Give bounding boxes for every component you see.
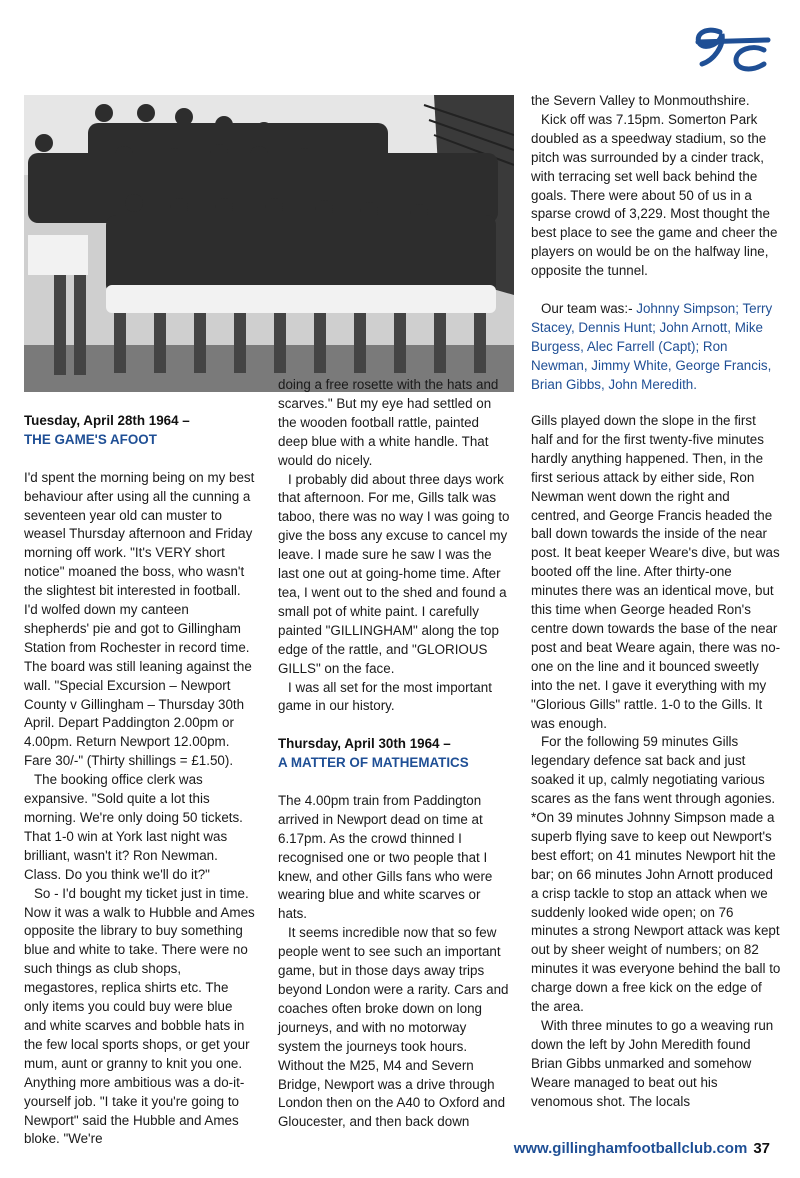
team-photo-image	[24, 95, 514, 392]
article-column-3-top	[531, 92, 781, 394]
team-list: Johnny Simpson; Terry Stacey, Dennis Hunt; John Arnott, Mike Burgess, Alec Farrell (Capt); Ron Newman, Jimmy White, George Francis, Brian Gibbs, John Meredith.	[531, 300, 773, 392]
paragraph: Gills played down the slope in the first half and for the first twenty-five minutes hardly anything happened. Then, in the first serious attack by either side, Ron Newman went down the right and centred, and George Francis headed the ball down towards the inside of the near post. It beat keeper Weare's dive, but was booted off the line. After thirty-one minutes there was an identical move, but this time when George headed Ron's centre down towards the base of the near post and beat Weare again, there was no-one on the line and it bounced sweetly into the net. I gave it everything with my "Glorious Gills" rattle. 1-0 to the Gills. It was enough.	[531, 413, 781, 731]
website-url[interactable]: www.gillinghamfootballclub.com	[513, 1140, 748, 1157]
article-column-3-bottom	[531, 412, 781, 1112]
heading-title: THE GAME'S AFOOT	[24, 431, 157, 447]
page-footer	[514, 1140, 770, 1157]
paragraph: So - I'd bought my ticket just in time. Now it was a walk to Hubble and Ames opposite the library to buy something blue and white to take. There were no such things as club shops, megastores, replica shirts etc. The only items you could buy were blue and white scarves and bobble hats in the few local sports shops, or get your mum, aunt or granny to knit you one. Anything more ambitious was a do-it-yourself job. "I take it you're going to Newport" said the Hubble and Ames bloke. "We're	[24, 885, 255, 1147]
heading-date: Thursday, April 30th 1964 –	[278, 736, 451, 752]
article-column-2	[278, 376, 512, 1132]
paragraph: The 4.00pm train from Paddington arrived in Newport dead on time at 6.17pm. As the crowd thinned I recognised one or two people that I knew, and other Gills fans who were wearing blue and white scarves or hats.	[278, 792, 493, 922]
paragraph: I'd spent the morning being on my best behaviour after using all the cunning a seventeen year old can muster to weasel Thursday afternoon and Friday morning off work. "It's VERY short notice" moaned the boss, who wasn't the slightest bit interested in football. I'd wolfed down my canteen shepherds' pie and got to Gillingham Station from Rochester in record time. The board was still leaning against the wall. "Special Excursion – Newport County v Gillingham – Thursday 30th April. Depart Paddington 2.00pm or 4.00pm. Return Newport 12.00pm. Fare 30/-" (Thirty shillings = £1.50).	[24, 469, 255, 769]
heading-title: A MATTER OF MATHEMATICS	[278, 755, 469, 771]
paragraph: I probably did about three days work that afternoon. For me, Gills talk was taboo, there was no way I was going to give the boss any excuse to cancel my leave. I made sure he saw I was the last one out at going-home time. After tea, I went out to the shed and found a small pot of white paint. I carefully painted "GILLINGHAM" along the top edge of the rattle, and "GLORIOUS GILLS" on the face.	[278, 471, 510, 676]
paragraph: With three minutes to go a weaving run down the left by John Meredith found Brian Gibbs unmarked and somehow Weare managed to beat out his venomous shot. The locals	[531, 1018, 774, 1109]
paragraph: I was all set for the most important game in our history.	[278, 679, 492, 714]
paragraph: For the following 59 minutes Gills legendary defence sat back and just soaked it up, calmly negotiating various scares as the fans went through agonies. *On 39 minutes Johnny Simpson made a superb flying save to keep out Newport's best effort; on 41 minutes Newport hit the bar; on 66 minutes John Arnott produced a crisp tackle to stop an attack when we suddenly looked wide open; on 76 minutes a strong Newport attack was kept out by sheer weight of numbers; on 82 minutes it was everyone behind the ball to charge down a free kick on the edge of the area.	[531, 734, 781, 1015]
section-heading	[278, 735, 512, 773]
article-column-1	[24, 412, 256, 1149]
paragraph: It seems incredible now that so few people went to see such an important game, but in those days away trips beyond London were a rarity. Cars and coaches often broke down on long journeys, and with no motorway system the journeys took hours. Without the M25, M4 and Severn Bridge, Newport was a drive through London then on the A40 to Oxford and Gloucester, and then back down	[278, 925, 509, 1130]
gillingham-fc-monogram-icon	[690, 20, 772, 75]
paragraph: the Severn Valley to Monmouthshire.	[531, 93, 750, 108]
team-intro: Our team was:-	[541, 300, 637, 316]
paragraph: Kick off was 7.15pm. Somerton Park doubled as a speedway stadium, so the pitch was surrounded by a cinder track, with terracing set well back behind the goals. There were about 50 of us in a sparse crowd of 3,229. Most thought the best place to see the game and cheer the players on would be on the halfway line, opposite the tunnel.	[531, 111, 778, 279]
paragraph: The booking office clerk was expansive. "Sold quite a lot this morning. We're only doing 50 tickets. That 1-0 win at York last night was brilliant, wasn't it? Ron Newman. Class. Do you think we'll do it?"	[24, 772, 243, 882]
paragraph: doing a free rosette with the hats and scarves." But my eye had settled on the wooden football rattle, painted deep blue with a white handle. That would do nicely.	[278, 377, 499, 468]
heading-date: Tuesday, April 28th 1964 –	[24, 413, 190, 428]
page-number: 37	[753, 1140, 770, 1157]
section-heading	[24, 412, 256, 450]
team-lineup	[531, 300, 781, 395]
